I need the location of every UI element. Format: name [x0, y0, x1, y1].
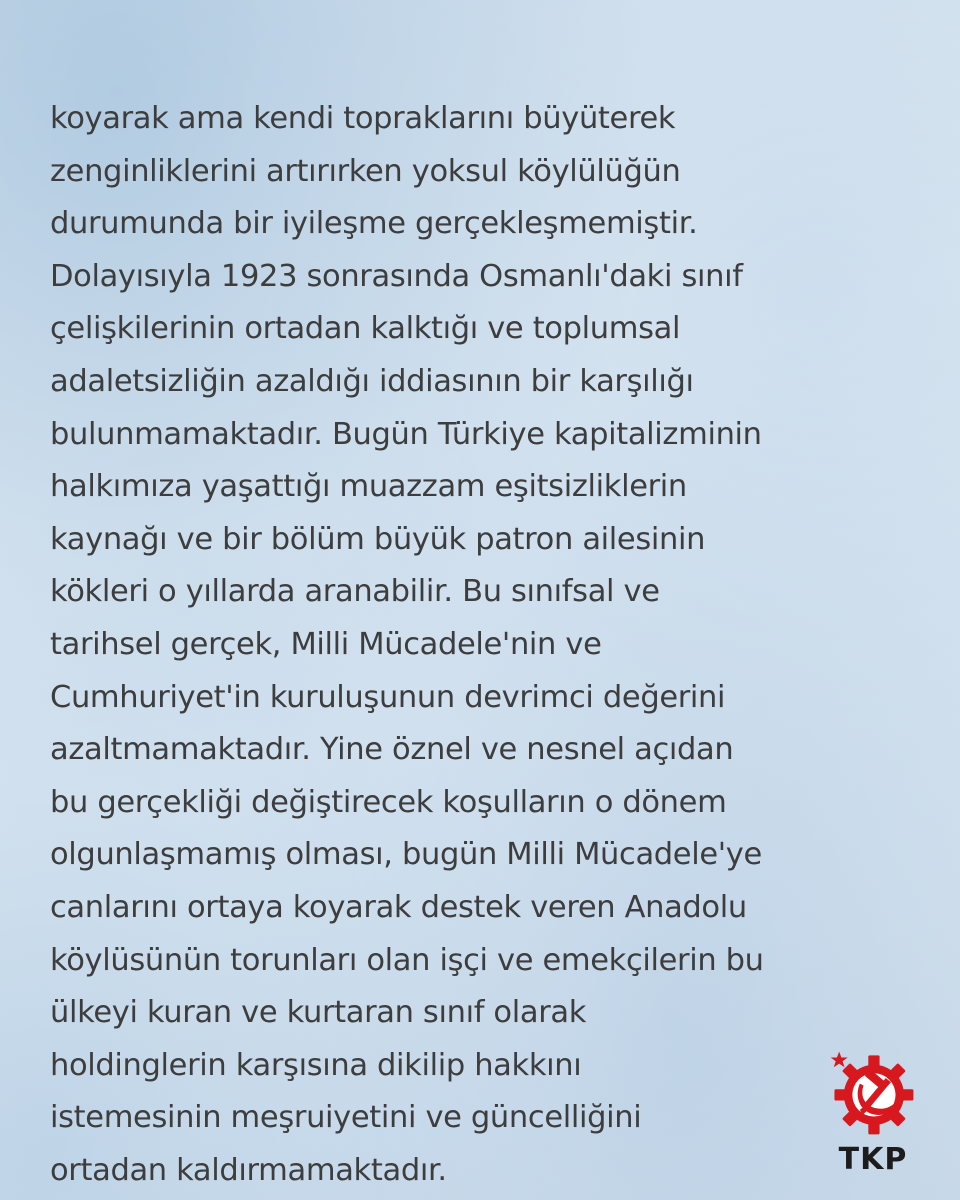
text-line: holdinglerin karşısına dikilip hakkını	[50, 1047, 582, 1083]
text-line: kaynağı ve bir bölüm büyük patron ailesinin	[50, 521, 706, 557]
text-line: olgunlaşmamış olması, bugün Milli Mücadele'ye	[50, 837, 762, 873]
text-line: azaltmamaktadır. Yine öznel ve nesnel açıdan	[50, 732, 734, 768]
text-line: tarihsel gerçek, Milli Mücadele'nin ve	[50, 626, 602, 662]
text-line: bulunmamaktadır. Bugün Türkiye kapitalizminin	[50, 416, 762, 452]
text-line: köylüsünün torunları olan işçi ve emekçilerin bu	[50, 942, 764, 978]
text-line: istemesinin meşruiyetini ve güncelliğini	[50, 1100, 642, 1136]
star-icon	[831, 1052, 848, 1068]
text-line: koyarak ama kendi topraklarını büyüterek	[50, 101, 676, 136]
text-line: Dolayısıyla 1923 sonrasında Osmanlı'daki sınıf	[50, 258, 743, 294]
text-line: Cumhuriyet'in kuruluşunun devrimci değerini	[50, 679, 726, 715]
tkp-logo	[826, 1046, 920, 1186]
hammer-sickle-gear-star-icon	[826, 1046, 920, 1140]
text-line: ülkeyi kuran ve kurtaran sınıf olarak	[50, 995, 587, 1031]
text-line: canlarını ortaya koyarak destek veren Anadolu	[50, 889, 747, 925]
text-line: adaletsizliğin azaldığı iddiasının bir karşılığı	[50, 363, 694, 399]
text-line: çelişkilerinin ortadan kalktığı ve toplumsal	[50, 311, 681, 347]
text-line: durumunda bir iyileşme gerçekleşmemiştir.	[50, 206, 698, 242]
text-line: halkımıza yaşattığı muazzam eşitsizliklerin	[50, 469, 687, 505]
text-line: bu gerçekliği değiştirecek koşulların o dönem	[50, 784, 727, 820]
logo-text: TKP	[838, 1142, 908, 1177]
text-line: kökleri o yıllarda aranabilir. Bu sınıfsal ve	[50, 574, 660, 610]
article-text	[50, 93, 920, 1197]
text-line: ortadan kaldırmamaktadır.	[50, 1152, 447, 1188]
text-line: zenginliklerini artırırken yoksul köylülüğün	[50, 153, 681, 189]
